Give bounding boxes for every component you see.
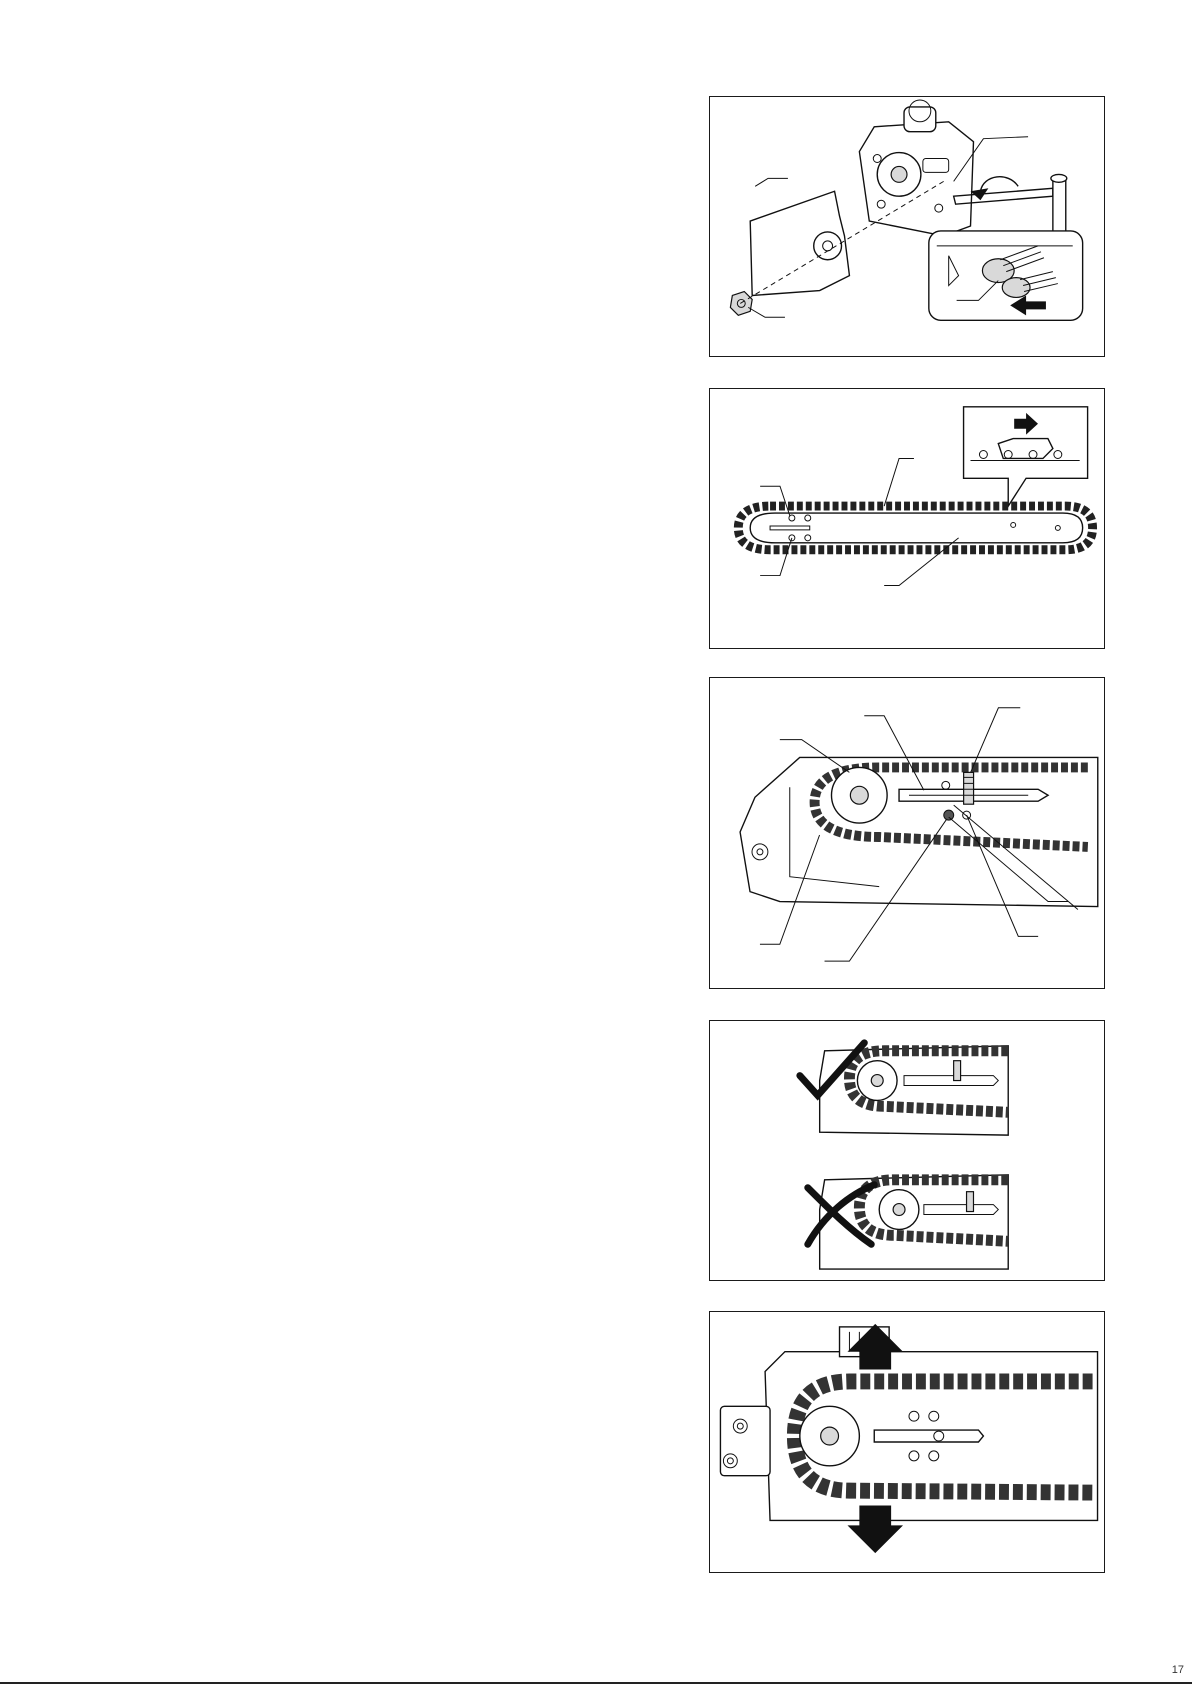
page-number: 17 <box>1171 1664 1184 1676</box>
illustration-chain-tension <box>710 1312 1104 1572</box>
footer-rule <box>0 1682 1192 1684</box>
illustration-sprocket-cover <box>710 97 1104 356</box>
incorrect-installation <box>808 1175 1008 1269</box>
illustration-chain-check <box>710 1021 1104 1280</box>
correct-installation <box>800 1043 1008 1135</box>
figure-guide-bar-mounting <box>709 677 1105 989</box>
figure-guide-bar-chain <box>709 388 1105 649</box>
illustration-bar-mounting <box>710 678 1104 988</box>
illustration-guide-bar <box>710 389 1104 648</box>
figure-chain-tension <box>709 1311 1105 1573</box>
figure-sprocket-cover-removal <box>709 96 1105 357</box>
figure-chain-check <box>709 1020 1105 1281</box>
